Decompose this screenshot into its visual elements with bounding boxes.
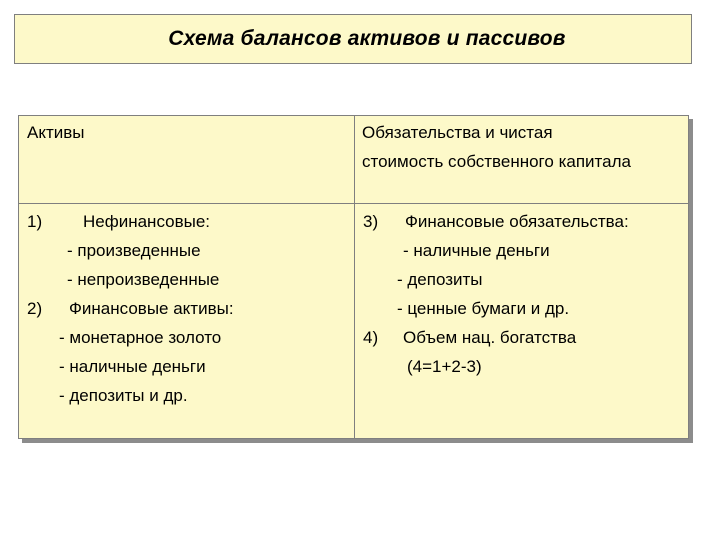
list-item-number: 1): [27, 212, 43, 231]
list-item: - депозиты: [397, 270, 483, 289]
assets-list: [19, 207, 349, 439]
header-assets-label: Активы: [27, 123, 85, 142]
balance-table: [18, 115, 689, 439]
header-assets: [27, 118, 85, 147]
list-item: - наличные деньги: [59, 357, 206, 376]
list-item: - монетарное золото: [59, 328, 222, 347]
list-item: Объем нац. богатства: [403, 328, 577, 347]
list-item-number: 2): [27, 299, 43, 318]
list-item: - произведенные: [67, 241, 201, 260]
list-item: - ценные бумаги и др.: [397, 299, 570, 318]
liabilities-list: [355, 207, 689, 439]
list-item: - наличные деньги: [403, 241, 550, 260]
list-item-number: 3): [363, 212, 379, 231]
list-item: - непроизведенные: [67, 270, 220, 289]
list-item: (4=1+2-3): [407, 357, 482, 376]
page-title: Схема балансов активов и пассивов: [168, 27, 566, 50]
header-liabilities-line-1: Обязательства и чистая: [362, 123, 553, 142]
header-liabilities: [362, 118, 631, 176]
list-item-number: 4): [363, 328, 379, 347]
list-item: Финансовые активы:: [69, 299, 234, 318]
list-item: - депозиты и др.: [59, 386, 188, 405]
list-item: Нефинансовые:: [83, 212, 211, 231]
row-divider: [19, 203, 688, 204]
header-liabilities-line-2: стоимость собственного капитала: [362, 152, 631, 171]
list-item: Финансовые обязательства:: [405, 212, 629, 231]
title-box: [14, 14, 692, 64]
